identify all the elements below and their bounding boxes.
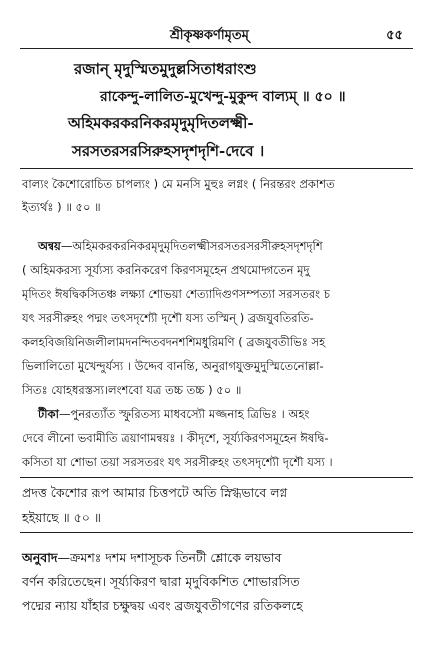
anvaya-label: অন্বয় [38, 239, 61, 253]
section-rule [20, 477, 413, 478]
text-line: বাল্যং কৈশোরোচিত চাপল্যং ) মে মনসি মুহুঃ লগ্নং ( নিরন্তরং প্রকাশত [22, 177, 335, 191]
anvaya-first-line [38, 238, 323, 257]
text-line: হইয়াছে ॥ ৫০ ॥ [22, 510, 101, 525]
text-line: —পুনরত্যাঁত স্ফুরিতস্য মাধবস্যৌ মজ্জনাহ ত্রিভিঃ । অহং [58, 407, 310, 421]
verse-line: রাকেন্দু-লালিত-মুখেন্দু-মুকুন্দ বাল্যম্ ॥ ৫০ ॥ [100, 89, 346, 105]
text-line: মৃদিতং ঈষদ্বিকসিতঞ্চ লক্ষ্যা শোভয়া শেত্যাদিগুণসম্পত্যা সরসতরং চ [22, 287, 330, 301]
text-line: কসিতা যা শোভা তয়া সরসতরং যৎ সরসীরুহং তৎসদৃশ্যৌ দৃশৌ যস্য । [22, 455, 333, 469]
text-line: ( অহিমকরস্য সূর্য্যস্য করনিকরেণ কিরণসমূহেন প্রথমোদ্গতেন মৃদু [22, 263, 310, 277]
anubad-label: অনুবাদ [22, 550, 58, 565]
text-line: ইত্যর্থঃ ) ॥ ৫০ ॥ [22, 200, 101, 214]
tika-label: টীকা [38, 407, 59, 421]
text-line: —ক্রমশঃ দশম দশাসূচক তিনটী শ্লোকে লয়ভাব [57, 550, 282, 565]
text-line: ভিলালিতো মুখেন্দুর্যস্য । উদ্দেব বানন্তি, অনুরাগযুক্তমুদুস্মিতেনোল্লা- [22, 359, 324, 373]
page-number: ৫৫ [386, 28, 403, 43]
verse-line: সরসতরসরসিরুহসদৃশদৃশি-দেবে । [72, 142, 265, 160]
running-title: শ্রীকৃষ্ণকর্ণামৃতম্ [170, 28, 249, 43]
tika-first-line [38, 406, 309, 425]
text-line: কলহবিজয়িনিজলীলামদনন্দিতবদনশশিমধুরিমণি ( ব্রজযুবতীভিঃ সহ [22, 335, 326, 349]
text-line: বর্ণন করিতেছেন। সূর্য্যকিরণ দ্বারা মৃদুবিকশিত শোভারসিত [22, 574, 300, 589]
verse-line: অহিমকরকরনিকরমৃদুমৃদিতলক্ষ্মী- [68, 114, 254, 132]
section-rule [20, 532, 413, 533]
anubad-first-line [22, 550, 282, 570]
text-line: পদ্মের ন্যায় যাঁহার চক্ষুদ্বয় এবং ব্রজযুবতীগণের রতিকলহে [22, 598, 303, 613]
verse-line: রজান্ মৃদুস্মিতমুদুল্লসিতাধরাংশু [74, 60, 257, 78]
text-line: সিতঃ যোহধরস্তস্য।লংশবো যত্র তচ্চ তচ্চ ) ৫০ ॥ [22, 383, 242, 397]
text-line: —অহিমকরকরনিকরমৃদুমৃদিতলক্ষ্মীসরসতরসরসীরুহসদৃশদৃশি [60, 239, 323, 253]
text-line: দেবে লীনো ভবামীতি ত্রয়াণামন্বয়ঃ । কীদৃশে, সূর্য্যকিরণসমূহেন ঈষদ্বি- [22, 431, 329, 445]
section-rule [20, 168, 413, 169]
header-rule [20, 48, 413, 49]
text-line: যৎ সরসীরুহং পদ্মং তৎসদৃশ্যৌ দৃশৌ যস্য তস্মিন্ ) ব্রজযুবতিরতি- [22, 311, 314, 325]
page-header [20, 26, 407, 46]
text-line: প্রদত্ত কৈশোর রূপ আমার চিত্তপটে অতি স্নিগ্ধভাবে লগ্ন [22, 485, 288, 500]
